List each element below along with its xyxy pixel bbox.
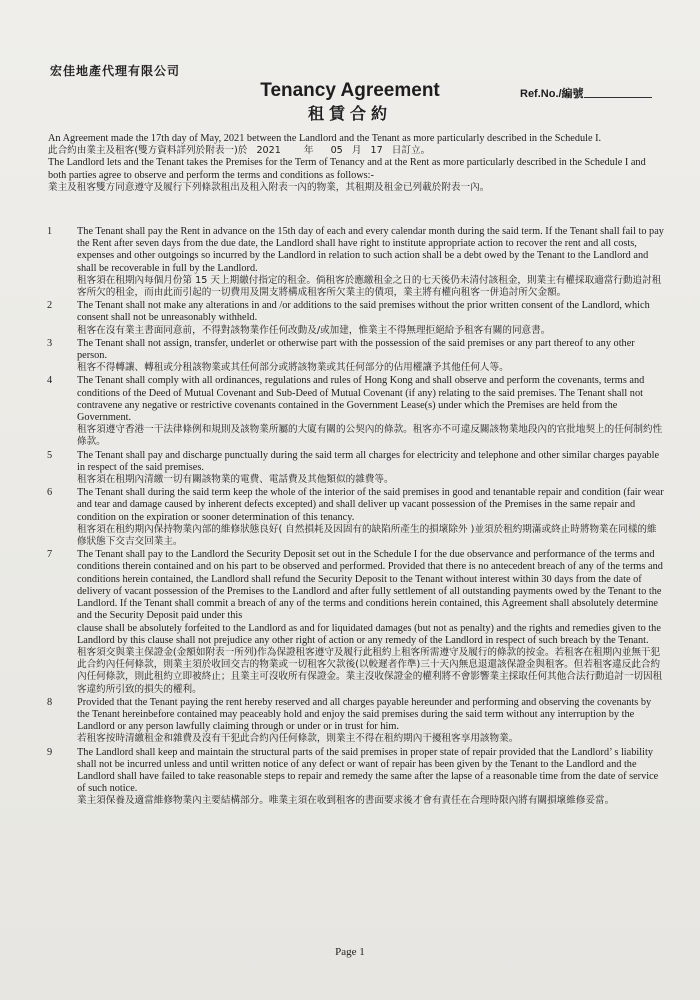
clause-4 [32, 375, 664, 448]
intro-zh-prefix: 此合約由業主及租客(雙方資料詳列於附表一)於 [48, 145, 248, 157]
clause-zh: 租客在沒有業主書面同意前，不得對該物業作任何改動及/或加建，惟業主不得無理拒絕給予租客有關的同意書。 [77, 324, 551, 336]
intro-zh-1 [48, 145, 660, 157]
clause-1 [32, 226, 664, 299]
clause-zh: 租客不得轉讓、轉租或分租該物業或其任何部分或將該物業或其任何部分的佔用權讓予其他任何人等。 [77, 362, 509, 374]
title-chinese: 租賃合約 [307, 104, 392, 123]
intro-month: 05 [330, 145, 343, 157]
clause-7 [32, 549, 664, 695]
intro-year: 2021 [256, 145, 281, 157]
title-english: Tenancy Agreement [260, 80, 440, 101]
intro-month-label: 月 [351, 145, 362, 157]
clause-en: The Tenant shall pay and discharge punctually during the said term all charges for electricity and telephone and other similar charges payable in respect of the said premises. [77, 449, 660, 473]
intro-year-label: 年 [303, 145, 314, 157]
clause-number: 4 [47, 375, 53, 387]
intro-day: 17 [370, 145, 383, 157]
clause-zh: 租客須遵守香港一干法律條例和規則及該物業所屬的大廈有關的公契內的條款。租客亦不可違反關該物業地段內的官批地契上的任何制約性條款。 [77, 424, 663, 448]
clause-en: Provided that the Tenant paying the rent hereby reserved and all charges payable hereunder and performing and observing the covenants by the Tenant hereinbefore contained may peaceably hold and enjoy the said premises during the said term without any interruption by the Landlord or any person lawfully claiming through or under or in trust for him. [77, 696, 652, 733]
clause-zh: 租客須在租期內每個月份第 15 天上期繳付指定的租金。倘租客於應繳租金之日的七天後仍未清付該租金，則業主有權採取適當行動追討租客所欠的租金，而由此而引起的一切費用及開支將構成租客所欠業主的債項，業主將有權向租客一併追討所欠金額。 [77, 274, 662, 299]
clause-3 [32, 338, 664, 375]
page-number: Page 1 [335, 946, 365, 958]
clause-number: 2 [47, 300, 53, 312]
clause-en: The Tenant shall pay to the Landlord the Security Deposit set out in the Schedule I for the due observance and performance of the terms and conditions therein contained and on his part to be observed and performed. Provided that there is no antecedent breach of any of the terms and conditions herein contained, the Landlord shall refund the Security Deposit to the Tenant without interest within 30 days from the date of delivery of vacant possession of the Premises to the Landlord and after fully settlement of all outstanding payments owed by the Tenant to the Landlord. If the Tenant shall commit a breach of any of the terms and conditions herein contained, this Agreement shall absolutely determine and the Security Deposit paid under this [77, 549, 663, 622]
clause-number: 6 [47, 487, 53, 499]
intro-en-2: The Landlord lets and the Tenant takes the Premises for the Term of Tenancy and at the Rent as more particularly described in the Schedule I and both parties agree to observe and perform the terms and conditions as follows:- [48, 157, 646, 181]
clause-en: The Tenant shall not assign, transfer, underlet or otherwise part with the possession of the said premises or any part thereof to any other person. [77, 337, 635, 362]
clause-number: 8 [47, 696, 53, 708]
clause-en: The Tenant shall during the said term keep the whole of the interior of the said premises in good and tenantable repair and condition (fair wear and tear and damage caused by inherent defects excepted) and shall deliver up vacant possession of the Premises in the same repair and condition on the expiration or sooner determination of this tenancy. [77, 487, 664, 523]
clause-en: The Tenant shall comply with all ordinances, regulations and rules of Hong Kong and shall observe and perform the covenants, terms and conditions of the Deed of Mutual Covenant and Sub-Deed of Mutual Covenant (if any) relating to the said premises. The Tenant shall not contravene any negative or restrictive covenants contained in the Government Lease(s) under which the Premises are held from the Government. [77, 375, 645, 424]
clause-en: The Landlord shall keep and maintain the structural parts of the said premises in proper state of repair provided that the Landlord’ s liability shall not be incurred unless and until written notice of any defect or want of repair has been given by the Tenant to the Landlord and the Landlord shall have failed to take reasonable steps to repair and remedy the same after the lapse of a reasonable time from the date of service of such notice. [77, 746, 659, 795]
intro-en-1: An Agreement made the 17th day of May, 2021 between the Landlord and the Tenant as more particularly described in the Schedule I. [48, 133, 602, 144]
clause-2 [32, 300, 664, 337]
intro-zh-suffix: 日訂立。 [391, 145, 431, 157]
ref-label: Ref.No./編號 [520, 88, 584, 100]
clause-zh: 業主須保養及適當維修物業內主要結構部分。唯業主須在收到租客的書面要求後才會有責任在合理時限內將有關損壞維修妥當。 [77, 795, 615, 807]
clause-zh: 若租客按時清繳租金和雜費及沒有干犯此合約內任何條款，則業主不得在租約期內干擾租客享用該物業。 [77, 733, 519, 745]
clause-number: 3 [47, 337, 53, 349]
clause-en-continued: clause shall be absolutely forfeited to the Landlord as and for liquidated damages (but not as penalty) and the rights and remedies given to the Landlord by this clause shall not prejudice any other right of action or any remedy of the Landlord in respect of such breach by the Tenant. [77, 622, 661, 646]
clause-9 [32, 747, 664, 808]
clause-en: The Tenant shall not make any alterations in and /or additions to the said premises without the prior written consent of the Landlord, which consent shall not be unreasonably withheld. [77, 300, 650, 324]
ref-blank-line [584, 87, 652, 98]
clause-en: The Tenant shall pay the Rent in advance on the 15th day of each and every calendar month during the said term. If the Tenant shall fail to pay the Rent after seven days from the due date, the Landlord shall have right to institute appropriate action to recover the rent and all costs, expenses and other outgoings so incurred by the Landlord in relation to such action shall be a debt owed by the Tenant to the Landlord and shall be recoverable in full by the Landlord. [77, 226, 664, 274]
clause-5 [32, 450, 664, 487]
clause-6 [32, 487, 664, 548]
clause-8 [32, 697, 664, 746]
clause-zh: 租客須在租約期內保持物業內部的維修狀態良好( 自然損耗及因固有的缺陷所產生的損壞除外 )並須於租約期滿或終止時將物業在同樣的維修狀態下交吉交回業主。 [77, 523, 657, 548]
intro-zh-2: 業主及租客雙方同意遵守及履行下列條款租出及租入附表一內的物業，其租期及租金已列載於附表一內。 [48, 181, 490, 193]
company-name: 宏佳地產代理有限公司 [50, 64, 181, 78]
intro-section [48, 133, 660, 194]
clause-number: 1 [47, 226, 53, 237]
clause-number: 5 [47, 449, 53, 461]
clause-number: 7 [47, 549, 53, 561]
clause-zh: 租客須在租期內清繳一切有關該物業的電費、電話費及其他類似的雜費等。 [77, 474, 394, 486]
clause-number: 9 [47, 746, 53, 758]
clauses-list [32, 226, 664, 809]
ref-number [520, 85, 652, 101]
clause-zh: 租客須交與業主保證金(金額如附表一所列)作為保證租客遵守及履行此租約上租客所需遵守及履行的條款的按金。若租客在租期內並無干犯此合約內任何條款，則業主須於收回交吉的物業或一切租客欠款後(以較遲者作準)三十天內無息退還該保證金與租客。但若租客違反此合約內任何條款，則此租約立即被終止；且業主可沒收所有保證金。業主沒收保證金的權利將不會影響業主採取任何其他合法行動追討一切因租客違約所引致的損失的權利。 [77, 646, 663, 695]
